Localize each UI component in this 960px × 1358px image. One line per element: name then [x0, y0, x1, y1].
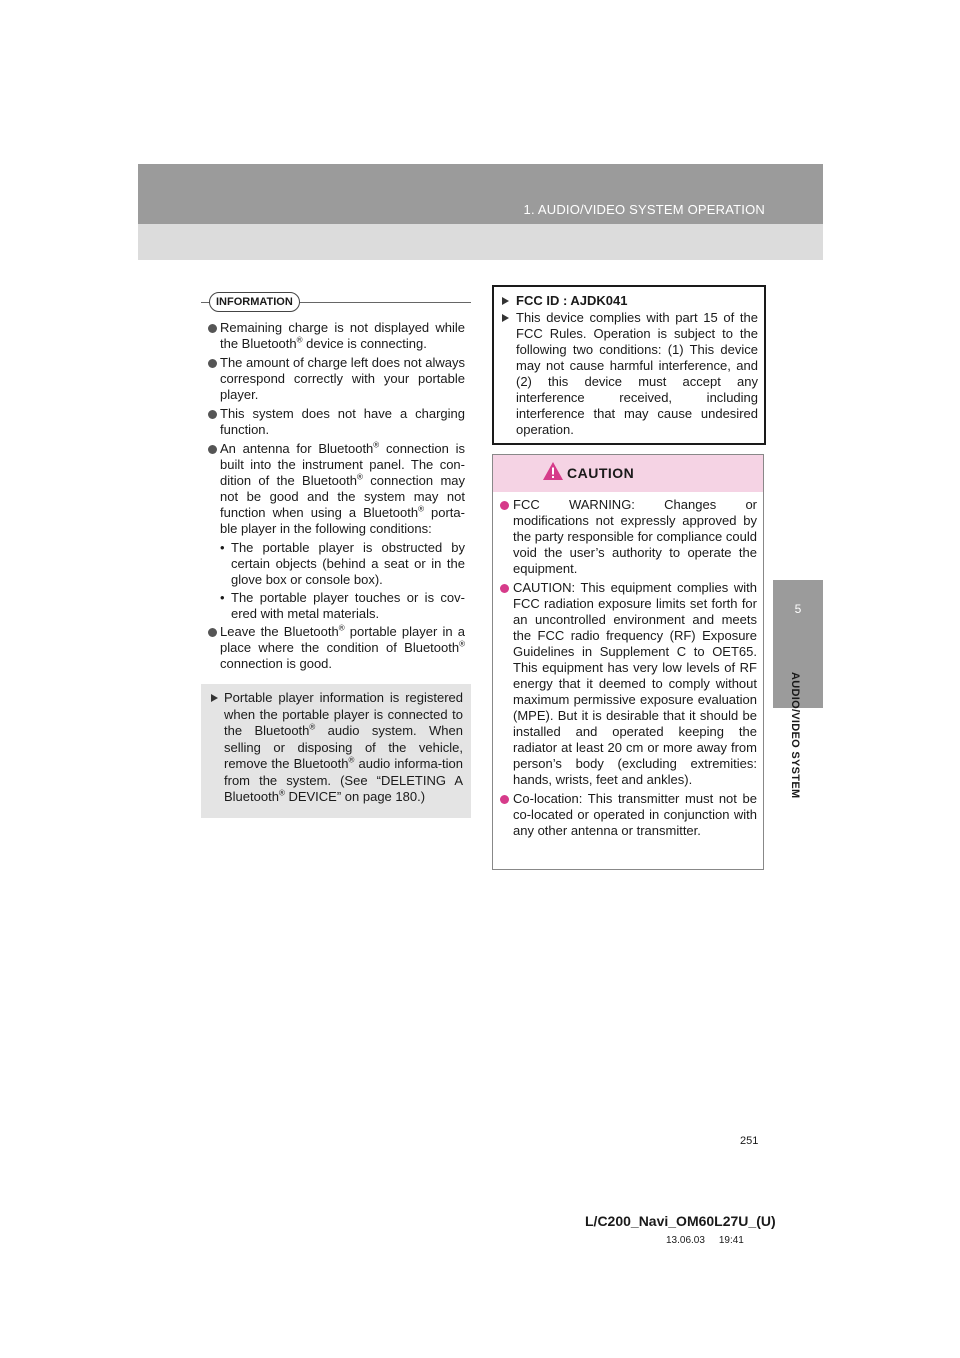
note-text — [211, 690, 463, 806]
fcc-compliance: This device complies with part 15 of the FCC Rules. Operation is subject to the following two conditions: (1) This device may not cause harmful interference, and (2) this device must accept any interference received, including interference that may cause undesired operation. — [502, 310, 758, 438]
information-box — [201, 286, 471, 671]
header-band — [138, 164, 823, 224]
header-subband — [138, 224, 823, 260]
chapter-label: AUDIO/VIDEO SYSTEM — [789, 672, 801, 799]
chapter-number: 5 — [794, 602, 802, 616]
caution-box — [492, 454, 764, 870]
fcc-list — [502, 293, 758, 439]
caution-header — [493, 455, 763, 492]
note-box — [201, 684, 471, 818]
sub-list-item: • The portable player is obstructed by certain objects (behind a seat or in the glove box or console box). — [220, 540, 465, 587]
list-item: Co-location: This transmitter must not be co-located or operated in conjunction with any other antenna or transmitter. — [501, 791, 757, 839]
bullet-icon — [500, 795, 509, 804]
bullet-icon — [208, 410, 217, 419]
triangle-bullet-icon — [211, 694, 218, 702]
bullet-icon — [208, 628, 217, 637]
list-item: FCC WARNING: Changes or modifications not expressly approved by the party responsible for compliance could void the user’s authority to operate the equipment. — [501, 497, 757, 577]
bullet-icon — [208, 445, 217, 454]
bullet-icon — [500, 584, 509, 593]
sub-bullet: • — [220, 540, 225, 555]
document-code: L/C200_Navi_OM60L27U_(U) — [585, 1213, 776, 1229]
bullet-icon — [208, 359, 217, 368]
triangle-bullet-icon — [502, 314, 509, 322]
warning-icon — [542, 461, 564, 481]
sub-list-item: • The portable player touches or is cov-ered with metal materials. — [220, 590, 465, 621]
caution-list — [501, 497, 757, 842]
document-timestamp: 13.06.03 19:41 — [666, 1235, 744, 1246]
list-item: CAUTION: This equipment complies with FCC radiation exposure limits set forth for an uncontrolled environment and meets the FCC radio frequency (RF) Exposure Guidelines in Supplement C to OET65. This equipment has very low levels of RF energy that it deemed to comply without maximum permissive exposure evaluation (MPE). But it is desirable that it should be installed and operated keeping the radiator at least 20 cm or more away from person’s body (excluding extremities: hands, wrists, feet and ankles). — [501, 580, 757, 788]
list-item: Leave the Bluetooth® portable player in a place where the condition of Bluetooth® connection is good. — [209, 624, 465, 672]
page-number: 251 — [740, 1135, 759, 1147]
list-item: An antenna for Bluetooth® connection is built into the instrument panel. The con-dition of the Bluetooth® connection may not be good and the system may not function when using a Bluetooth® porta-ble player in the following conditions: — [209, 441, 465, 537]
fcc-box — [492, 285, 766, 445]
list-item: This system does not have a charging function. — [209, 406, 465, 438]
section-title: 1. AUDIO/VIDEO SYSTEM OPERATION — [523, 202, 765, 217]
bullet-icon — [500, 501, 509, 510]
bullet-icon — [208, 324, 217, 333]
chapter-label-container — [779, 672, 815, 832]
information-tag: INFORMATION — [209, 292, 300, 312]
triangle-bullet-icon — [502, 297, 509, 305]
fcc-id: FCC ID : AJDK041 — [502, 293, 758, 309]
sub-bullet: • — [220, 590, 225, 605]
note-item: Portable player information is registered when the portable player is connected to the Bluetooth® audio system. When selling or disposing of the vehicle, remove the Bluetooth® audio informa-tion from the system. (See “DELETING A Bluetooth® DEVICE” on page 180.) — [211, 690, 463, 806]
list-item: Remaining charge is not displayed while the Bluetooth® device is connecting. — [209, 320, 465, 352]
list-item: The amount of charge left does not always correspond correctly with your portable player. — [209, 355, 465, 403]
caution-title: CAUTION — [567, 465, 635, 481]
information-list — [209, 320, 465, 675]
